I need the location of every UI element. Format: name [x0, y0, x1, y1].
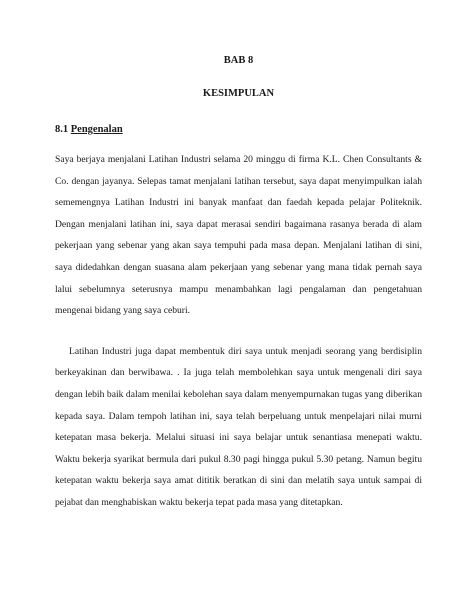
chapter-title: KESIMPULAN	[202, 88, 275, 99]
paragraph-2: Latihan Industri juga dapat membentuk diri saya untuk menjadi seorang yang berdisiplin berkeyakinan dan berwibawa. . Ia juga telah membolehkan saya untuk mengenali diri saya dengan lebih baik dalam menilai kebolehan saya dalam menyempurnakan tugas yang diberikan kepada saya. Dalam tempoh latihan ini, saya telah berpeluang untuk menpelajari nilai murni ketepatan masa bekerja. Melalui situasi ini saya belajar untuk senantiasa menepati waktu. Waktu bekerja syarikat bermula dari pukul 8.30 pagi hingga pukul 5.30 petang. Namun begitu ketepatan waktu bekerja saya amat dititik beratkan di sini dan melatih saya untuk sampai di pejabat dan menghabiskan waktu bekerja tepat pada masa yang ditetapkan.	[55, 345, 422, 508]
section-number: 8.1	[55, 124, 69, 135]
chapter-label: BAB 8	[223, 55, 254, 66]
paragraph-1: Saya berjaya menjalani Latihan Industri selama 20 minggu di firma K.L. Chen Consultants & Co. dengan jayanya. Selepas tamat menjalani latihan tersebut, saya dapat menyimpulkan ialah sememengnya Latihan Industri ini banyak manfaat dan faedah kepada pelajar Politeknik. Dengan menjalani latihan ini, saya dapat merasai sendiri bagaimana rasanya berada di alam pekerjaan yang sebenar yang akan saya tempuhi pada masa depan. Menjalani latihan di sini, saya didedahkan dengan suasana alam pekerjaan yang sebenar yang mana tidak pernah saya lalui sebelumnya seterusnya mampu menambahkan lagi pengalaman dan pengetahuan mengenai bidang yang saya ceburi.	[55, 154, 422, 317]
section-heading	[55, 123, 422, 137]
section-title: Pengenalan	[70, 124, 123, 135]
